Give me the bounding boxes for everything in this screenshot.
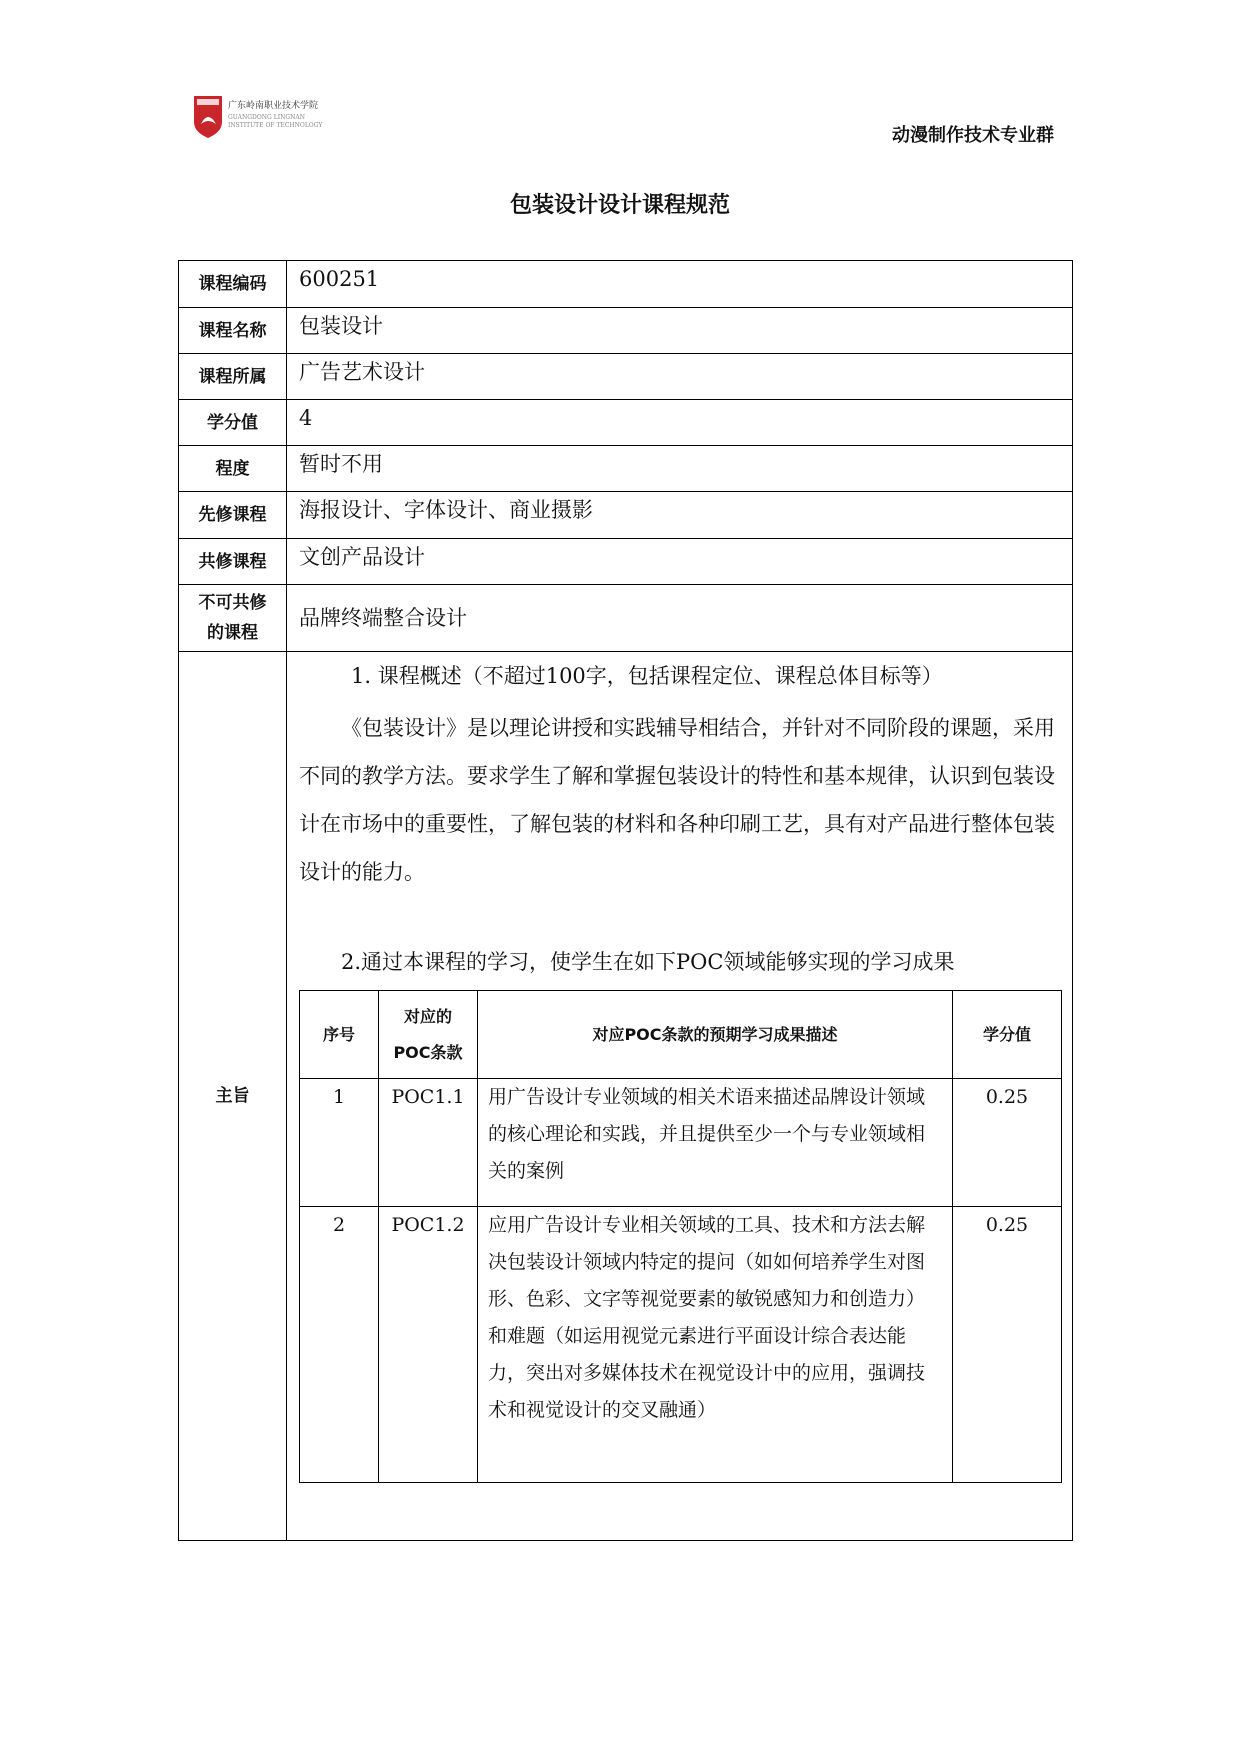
row-prerequisites bbox=[179, 492, 1073, 539]
value: 文创产品设计 bbox=[299, 545, 425, 569]
col-desc: 对应POC条款的预期学习成果描述 bbox=[478, 991, 953, 1079]
label: 主旨 bbox=[179, 652, 287, 1541]
overview-heading: 1. 课程概述（不超过100字，包括课程定位、课程总体目标等） bbox=[351, 664, 943, 688]
row-course-name bbox=[179, 308, 1073, 354]
svg-text:GUANGDONG LINGNAN: GUANGDONG LINGNAN bbox=[228, 114, 305, 121]
overview-text: 《包装设计》是以理论讲授和实践辅导相结合，并针对不同阶段的课题，采用不同的教学方法。要求学生了解和掌握包装设计的特性和基本规律，认识到包装设计在市场中的重要性，了解包装的材料和各种印刷工艺，具有对产品进行整体包装设计的能力。 bbox=[299, 716, 1055, 884]
value: 4 bbox=[299, 406, 313, 430]
label: 共修课程 bbox=[179, 539, 287, 585]
cell-poc: POC1.2 bbox=[379, 1207, 478, 1483]
label: 程度 bbox=[179, 446, 287, 492]
cell-desc: 应用广告设计专业相关领域的工具、技术和方法去解决包装设计领域内特定的提问（如如何培养学生对图形、色彩、文字等视觉要素的敏锐感知力和创造力）和难题（如运用视觉元素进行平面设计综合表达能力，突出对多媒体技术在视觉设计中的应用，强调技术和视觉设计的交叉融通） bbox=[478, 1207, 953, 1483]
label: 课程编码 bbox=[179, 261, 287, 308]
label: 课程所属 bbox=[179, 354, 287, 400]
value: 广告艺术设计 bbox=[299, 360, 425, 384]
col-no: 序号 bbox=[300, 991, 379, 1079]
row-course-code bbox=[179, 261, 1073, 308]
value: 海报设计、字体设计、商业摄影 bbox=[299, 498, 593, 522]
outcomes-table bbox=[299, 990, 1062, 1483]
course-spec-table bbox=[178, 260, 1073, 1541]
cell-credit: 0.25 bbox=[953, 1079, 1062, 1207]
row-course-belongs bbox=[179, 354, 1073, 400]
school-logo bbox=[192, 94, 327, 138]
header-row bbox=[300, 991, 1062, 1079]
label: 不可共修的课程 bbox=[179, 585, 287, 652]
value: 暂时不用 bbox=[299, 452, 383, 476]
svg-text:广东岭南职业技术学院: 广东岭南职业技术学院 bbox=[228, 101, 319, 111]
value: 600251 bbox=[299, 267, 380, 291]
row-exclusions bbox=[179, 585, 1073, 652]
value: 包装设计 bbox=[299, 314, 383, 338]
page-title: 包装设计设计课程规范 bbox=[509, 193, 730, 218]
cell-credit: 0.25 bbox=[953, 1207, 1062, 1483]
cell-no: 2 bbox=[300, 1207, 379, 1483]
row-main bbox=[179, 652, 1073, 1541]
outcomes-heading: 2.通过本课程的学习，使学生在如下POC领域能够实现的学习成果 bbox=[341, 950, 955, 974]
department-name: 动漫制作技术专业群 bbox=[892, 125, 1054, 146]
label: 课程名称 bbox=[179, 308, 287, 354]
row-credits bbox=[179, 400, 1073, 446]
shield-logo-icon bbox=[192, 94, 327, 138]
col-credit: 学分值 bbox=[953, 991, 1062, 1079]
svg-text:INSTITUTE OF TECHNOLOGY: INSTITUTE OF TECHNOLOGY bbox=[228, 122, 323, 129]
row-level bbox=[179, 446, 1073, 492]
cell-desc: 用广告设计专业领域的相关术语来描述品牌设计领域的核心理论和实践，并且提供至少一个与专业领域相关的案例 bbox=[478, 1079, 953, 1207]
label: 学分值 bbox=[179, 400, 287, 446]
row-corequisites bbox=[179, 539, 1073, 585]
col-poc: 对应的POC条款 bbox=[379, 991, 478, 1079]
cell-poc: POC1.1 bbox=[379, 1079, 478, 1207]
value: 品牌终端整合设计 bbox=[287, 585, 1073, 652]
cell-no: 1 bbox=[300, 1079, 379, 1207]
label: 先修课程 bbox=[179, 492, 287, 539]
table-row bbox=[300, 1207, 1062, 1483]
table-row bbox=[300, 1079, 1062, 1207]
